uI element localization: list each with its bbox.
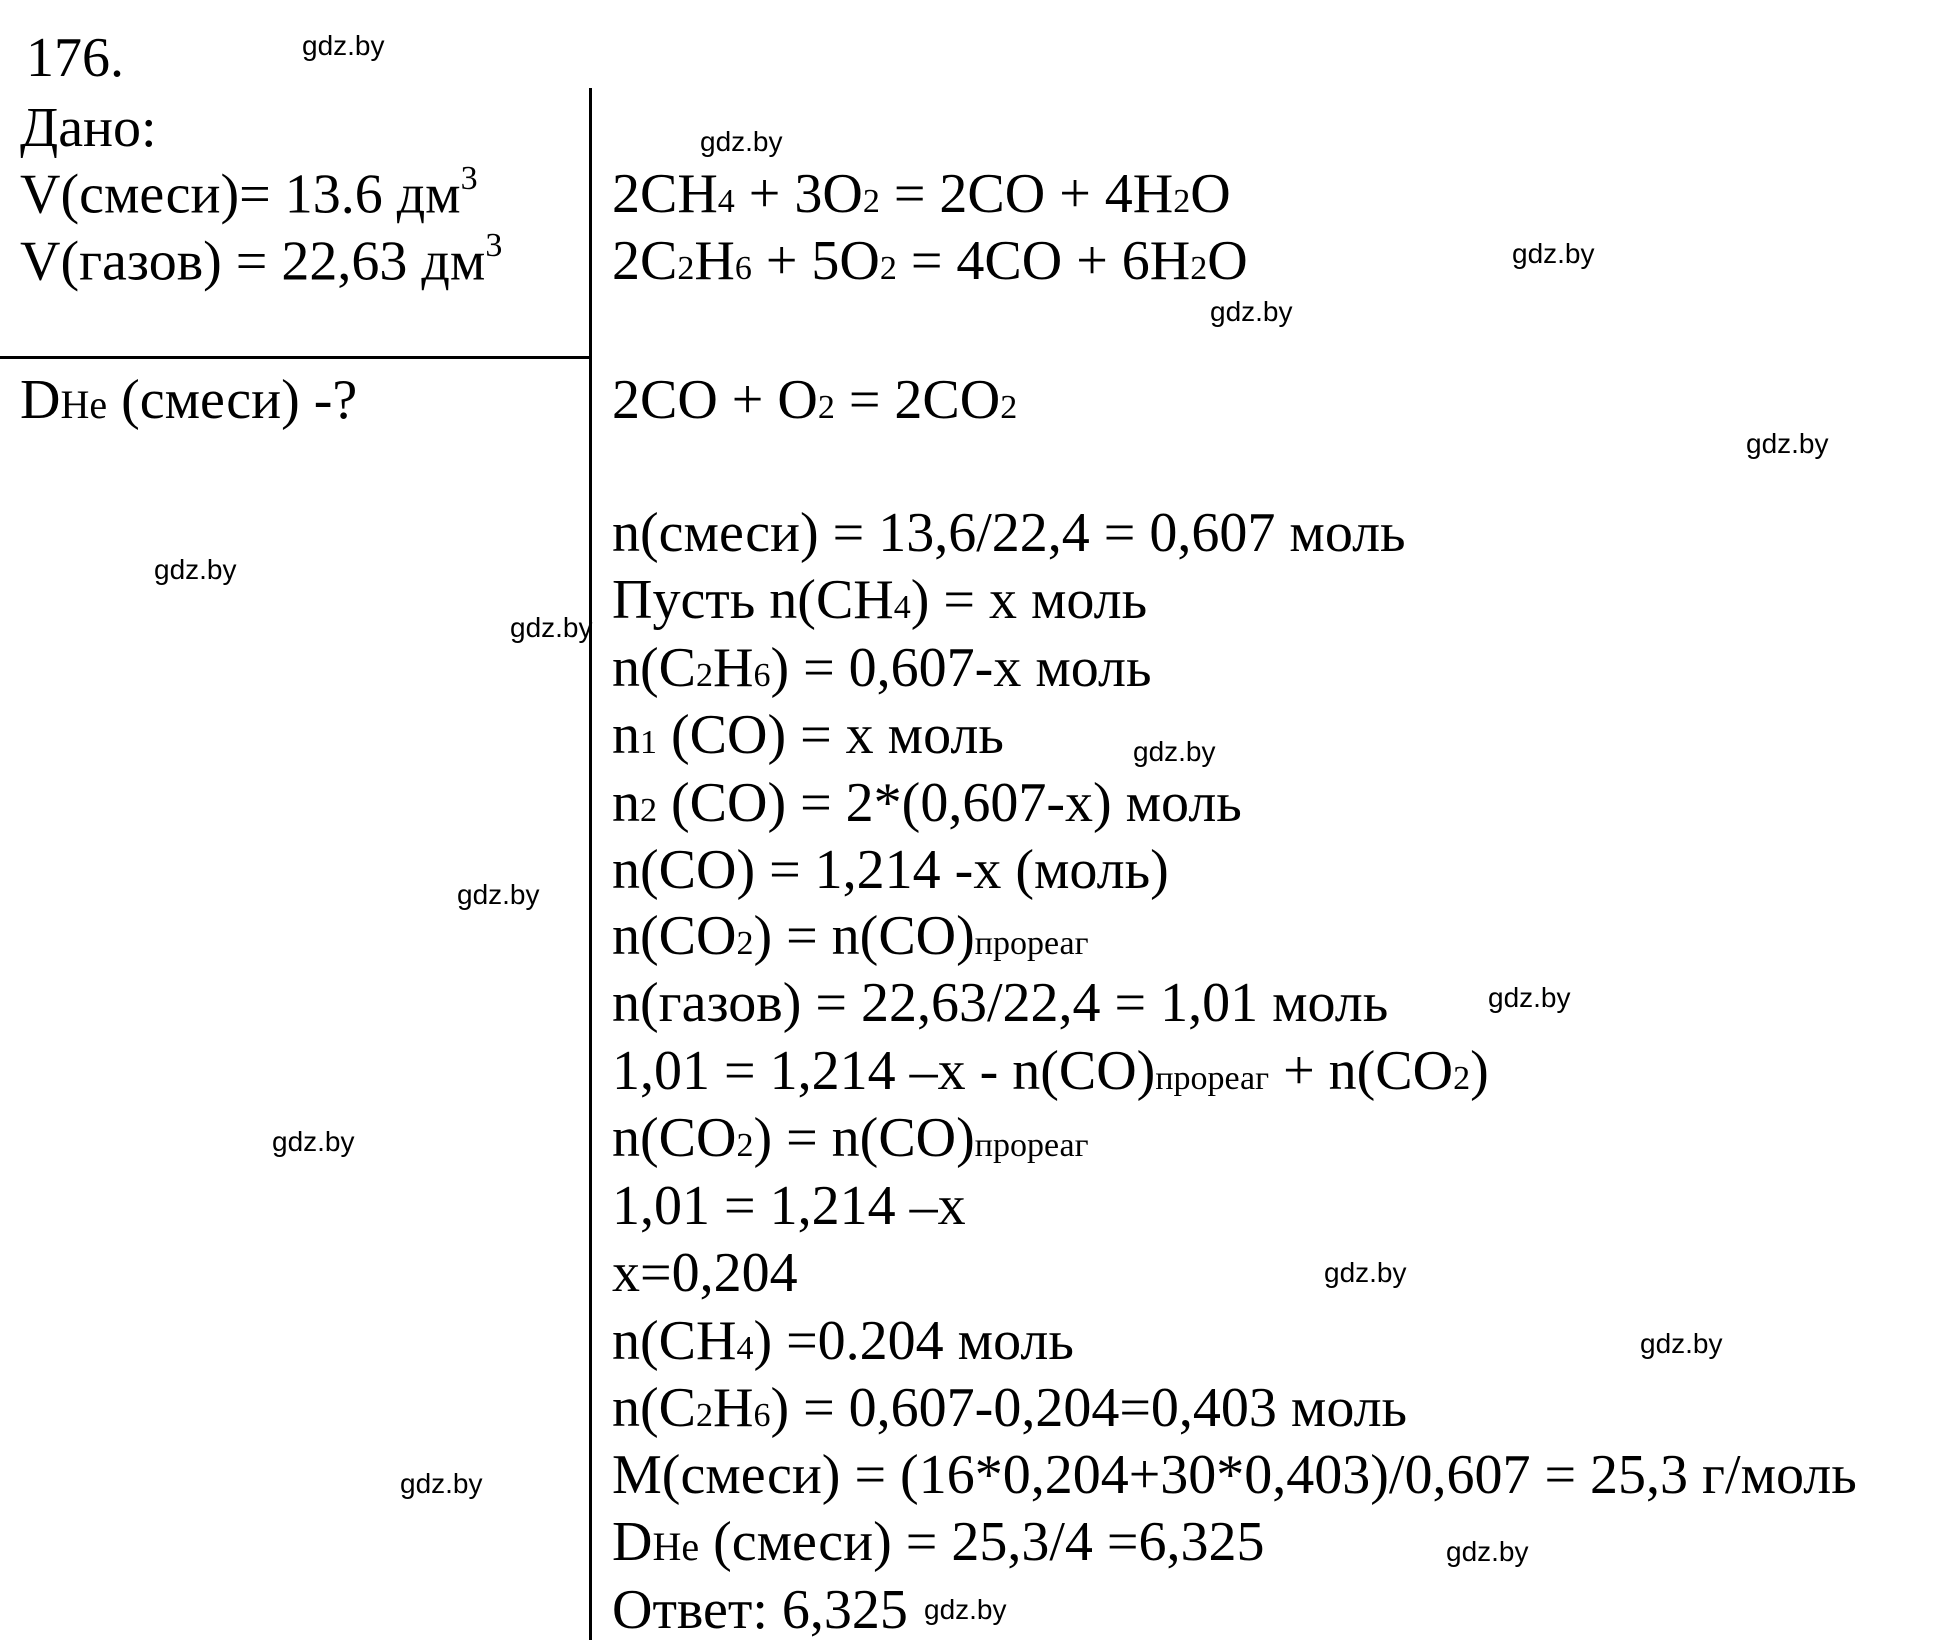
watermark: gdz.by bbox=[1746, 428, 1829, 459]
unit-power: 3 bbox=[485, 227, 503, 264]
solution-line-8: n(газов) = 22,63/22,4 = 1,01 моль bbox=[612, 972, 1389, 1034]
watermark: gdz.by bbox=[700, 126, 783, 157]
watermark: gdz.by bbox=[302, 30, 385, 61]
solution-line-9: 1,01 = 1,214 –x - n(CO)прореаг + n(CO2) bbox=[612, 1040, 1489, 1102]
solution-line-2: Пусть n(CH4) = x моль bbox=[612, 569, 1148, 631]
watermark: gdz.by bbox=[510, 612, 593, 643]
solution-line-5: n2 (CO) = 2*(0,607-x) моль bbox=[612, 772, 1242, 834]
given-volume-gases bbox=[20, 227, 503, 293]
watermark: gdz.by bbox=[457, 879, 540, 910]
problem-number: 176. bbox=[26, 27, 124, 89]
watermark: gdz.by bbox=[924, 1594, 1007, 1625]
given-heading: Дано: bbox=[20, 97, 157, 159]
solution-line-10: n(CO2) = n(CO)прореаг bbox=[612, 1107, 1089, 1169]
watermark: gdz.by bbox=[1133, 736, 1216, 767]
watermark: gdz.by bbox=[1512, 238, 1595, 269]
watermark: gdz.by bbox=[1488, 982, 1571, 1013]
horizontal-divider bbox=[0, 356, 591, 359]
given-volume-gases-text: V(газов) = 22,63 дм bbox=[20, 230, 486, 293]
solution-line-4: n1 (CO) = x моль bbox=[612, 704, 1004, 766]
watermark: gdz.by bbox=[272, 1126, 355, 1157]
equation-ethane: 2C2H6 + 5O2 = 4CO + 6H2O bbox=[612, 230, 1248, 292]
watermark: gdz.by bbox=[1324, 1257, 1407, 1288]
find-line: DHe (смеси) -? bbox=[20, 369, 358, 431]
solution-line-14: n(C2H6) = 0,607-0,204=0,403 моль bbox=[612, 1377, 1408, 1439]
solution-line-16: DHe (смеси) = 25,3/4 =6,325 bbox=[612, 1511, 1265, 1573]
equation-co-oxidation: 2CO + O2 = 2CO2 bbox=[612, 369, 1018, 431]
watermark: gdz.by bbox=[154, 554, 237, 585]
watermark: gdz.by bbox=[400, 1468, 483, 1499]
unit-power: 3 bbox=[460, 160, 478, 197]
watermark: gdz.by bbox=[1640, 1328, 1723, 1359]
solution-line-13: n(CH4) =0.204 моль bbox=[612, 1310, 1074, 1372]
watermark: gdz.by bbox=[1446, 1536, 1529, 1567]
solution-line-7: n(CO2) = n(CO)прореаг bbox=[612, 905, 1089, 967]
given-volume-mixture bbox=[20, 160, 478, 226]
equation-methane: 2CH4 + 3O2 = 2CO + 4H2O bbox=[612, 163, 1231, 225]
solution-line-15: M(смеси) = (16*0,204+30*0,403)/0,607 = 25,3 г/моль bbox=[612, 1444, 1857, 1506]
given-volume-mixture-text: V(смеси)= 13.6 дм bbox=[20, 163, 461, 226]
solution-line-12: x=0,204 bbox=[612, 1242, 798, 1304]
solution-line-6: n(CO) = 1,214 -x (моль) bbox=[612, 839, 1169, 901]
vertical-divider bbox=[589, 88, 592, 1640]
solution-line-11: 1,01 = 1,214 –x bbox=[612, 1175, 966, 1237]
solution-line-3: n(C2H6) = 0,607-x моль bbox=[612, 637, 1152, 699]
solution-line-1: n(смеси) = 13,6/22,4 = 0,607 моль bbox=[612, 502, 1406, 564]
watermark: gdz.by bbox=[1210, 296, 1293, 327]
answer-line: Ответ: 6,325 bbox=[612, 1579, 908, 1641]
